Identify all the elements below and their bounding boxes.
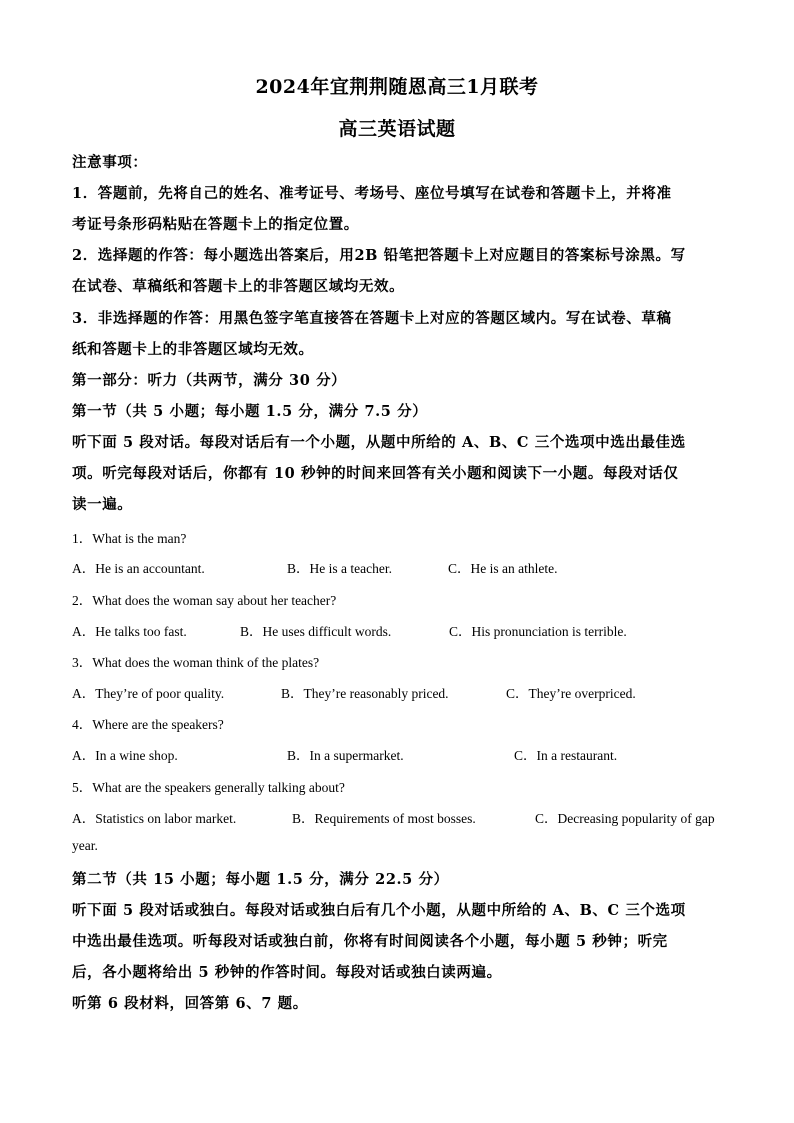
- section2-heading: 第二节（共 15 小题；每小题 1.5 分，满分 22.5 分）: [72, 871, 449, 888]
- question-option-a: A．He talks too fast.: [72, 624, 187, 639]
- notes-item-3-line-1: 3．非选择题的作答：用黑色签字笔直接答在答题卡上对应的答题区域内。写在试卷、草稿: [72, 310, 672, 327]
- question-option-c: C．In a restaurant.: [514, 748, 618, 763]
- question-stem: 2．What does the woman say about her teacher?: [72, 593, 337, 608]
- question-option-a: A．In a wine shop.: [72, 748, 178, 763]
- notes-heading: 注意事项：: [72, 154, 148, 171]
- question-option-c-continued: year.: [72, 838, 98, 853]
- question-option-b: B．Requirements of most bosses.: [292, 811, 476, 826]
- notes-item-3-line-2: 纸和答题卡上的非答题区域均无效。: [72, 341, 314, 358]
- question-option-b: B．He uses difficult words.: [240, 624, 392, 639]
- question-option-c: C．They’re overpriced.: [506, 686, 636, 701]
- question-option-c: C．Decreasing popularity of gap: [535, 811, 715, 826]
- question-option-a: A．He is an accountant.: [72, 561, 205, 576]
- section2-instructions-line-1: 听下面 5 段对话或独白。每段对话或独白后有几个小题，从题中所给的 A、B、C 三个选项: [72, 902, 686, 919]
- exam-subtitle: 高三英语试题: [338, 118, 456, 140]
- section2-instructions-line-3: 后，各小题将给出 5 秒钟的作答时间。每段对话或独白读两遍。: [72, 964, 502, 981]
- part1-heading: 第一部分：听力（共两节，满分 30 分）: [72, 372, 347, 389]
- section1-instructions-line-3: 读一遍。: [72, 496, 133, 513]
- question-option-a: A．They’re of poor quality.: [72, 686, 225, 701]
- question-stem: 5．What are the speakers generally talking about?: [72, 780, 345, 795]
- notes-item-1-line-1: 1．答题前，先将自己的姓名、准考证号、考场号、座位号填写在试卷和答题卡上，并将准: [72, 185, 672, 202]
- question-option-a: A．Statistics on labor market.: [72, 811, 237, 826]
- question-option-c: C．He is an athlete.: [448, 561, 558, 576]
- question-option-b: B．In a supermarket.: [287, 748, 404, 763]
- question-option-c: C．His pronunciation is terrible.: [449, 624, 627, 639]
- material-6-heading: 听第 6 段材料，回答第 6、7 题。: [72, 995, 308, 1012]
- section1-heading: 第一节（共 5 小题；每小题 1.5 分，满分 7.5 分）: [72, 403, 428, 420]
- section1-instructions-line-2: 项。听完每段对话后，你都有 10 秒钟的时间来回答有关小题和阅读下一小题。每段对话仅: [72, 465, 679, 482]
- section2-instructions-line-2: 中选出最佳选项。听每段对话或独白前，你将有时间阅读各个小题，每小题 5 秒钟；听完: [72, 933, 668, 950]
- notes-item-2-line-2: 在试卷、草稿纸和答题卡上的非答题区域均无效。: [72, 278, 405, 295]
- exam-title: 2024年宜荆荆随恩高三1月联考: [255, 76, 539, 98]
- question-stem: 1．What is the man?: [72, 531, 187, 546]
- question-stem: 4．Where are the speakers?: [72, 717, 224, 732]
- notes-item-2-line-1: 2．选择题的作答：每小题选出答案后，用2B 铅笔把答题卡上对应题目的答案标号涂黑。写: [72, 247, 686, 264]
- question-option-b: B．He is a teacher.: [287, 561, 392, 576]
- question-option-b: B．They’re reasonably priced.: [281, 686, 449, 701]
- section1-instructions-line-1: 听下面 5 段对话。每段对话后有一个小题，从题中所给的 A、B、C 三个选项中选出最佳选: [72, 434, 686, 451]
- question-stem: 3．What does the woman think of the plates?: [72, 655, 320, 670]
- notes-item-1-line-2: 考证号条形码粘贴在答题卡上的指定位置。: [72, 216, 359, 233]
